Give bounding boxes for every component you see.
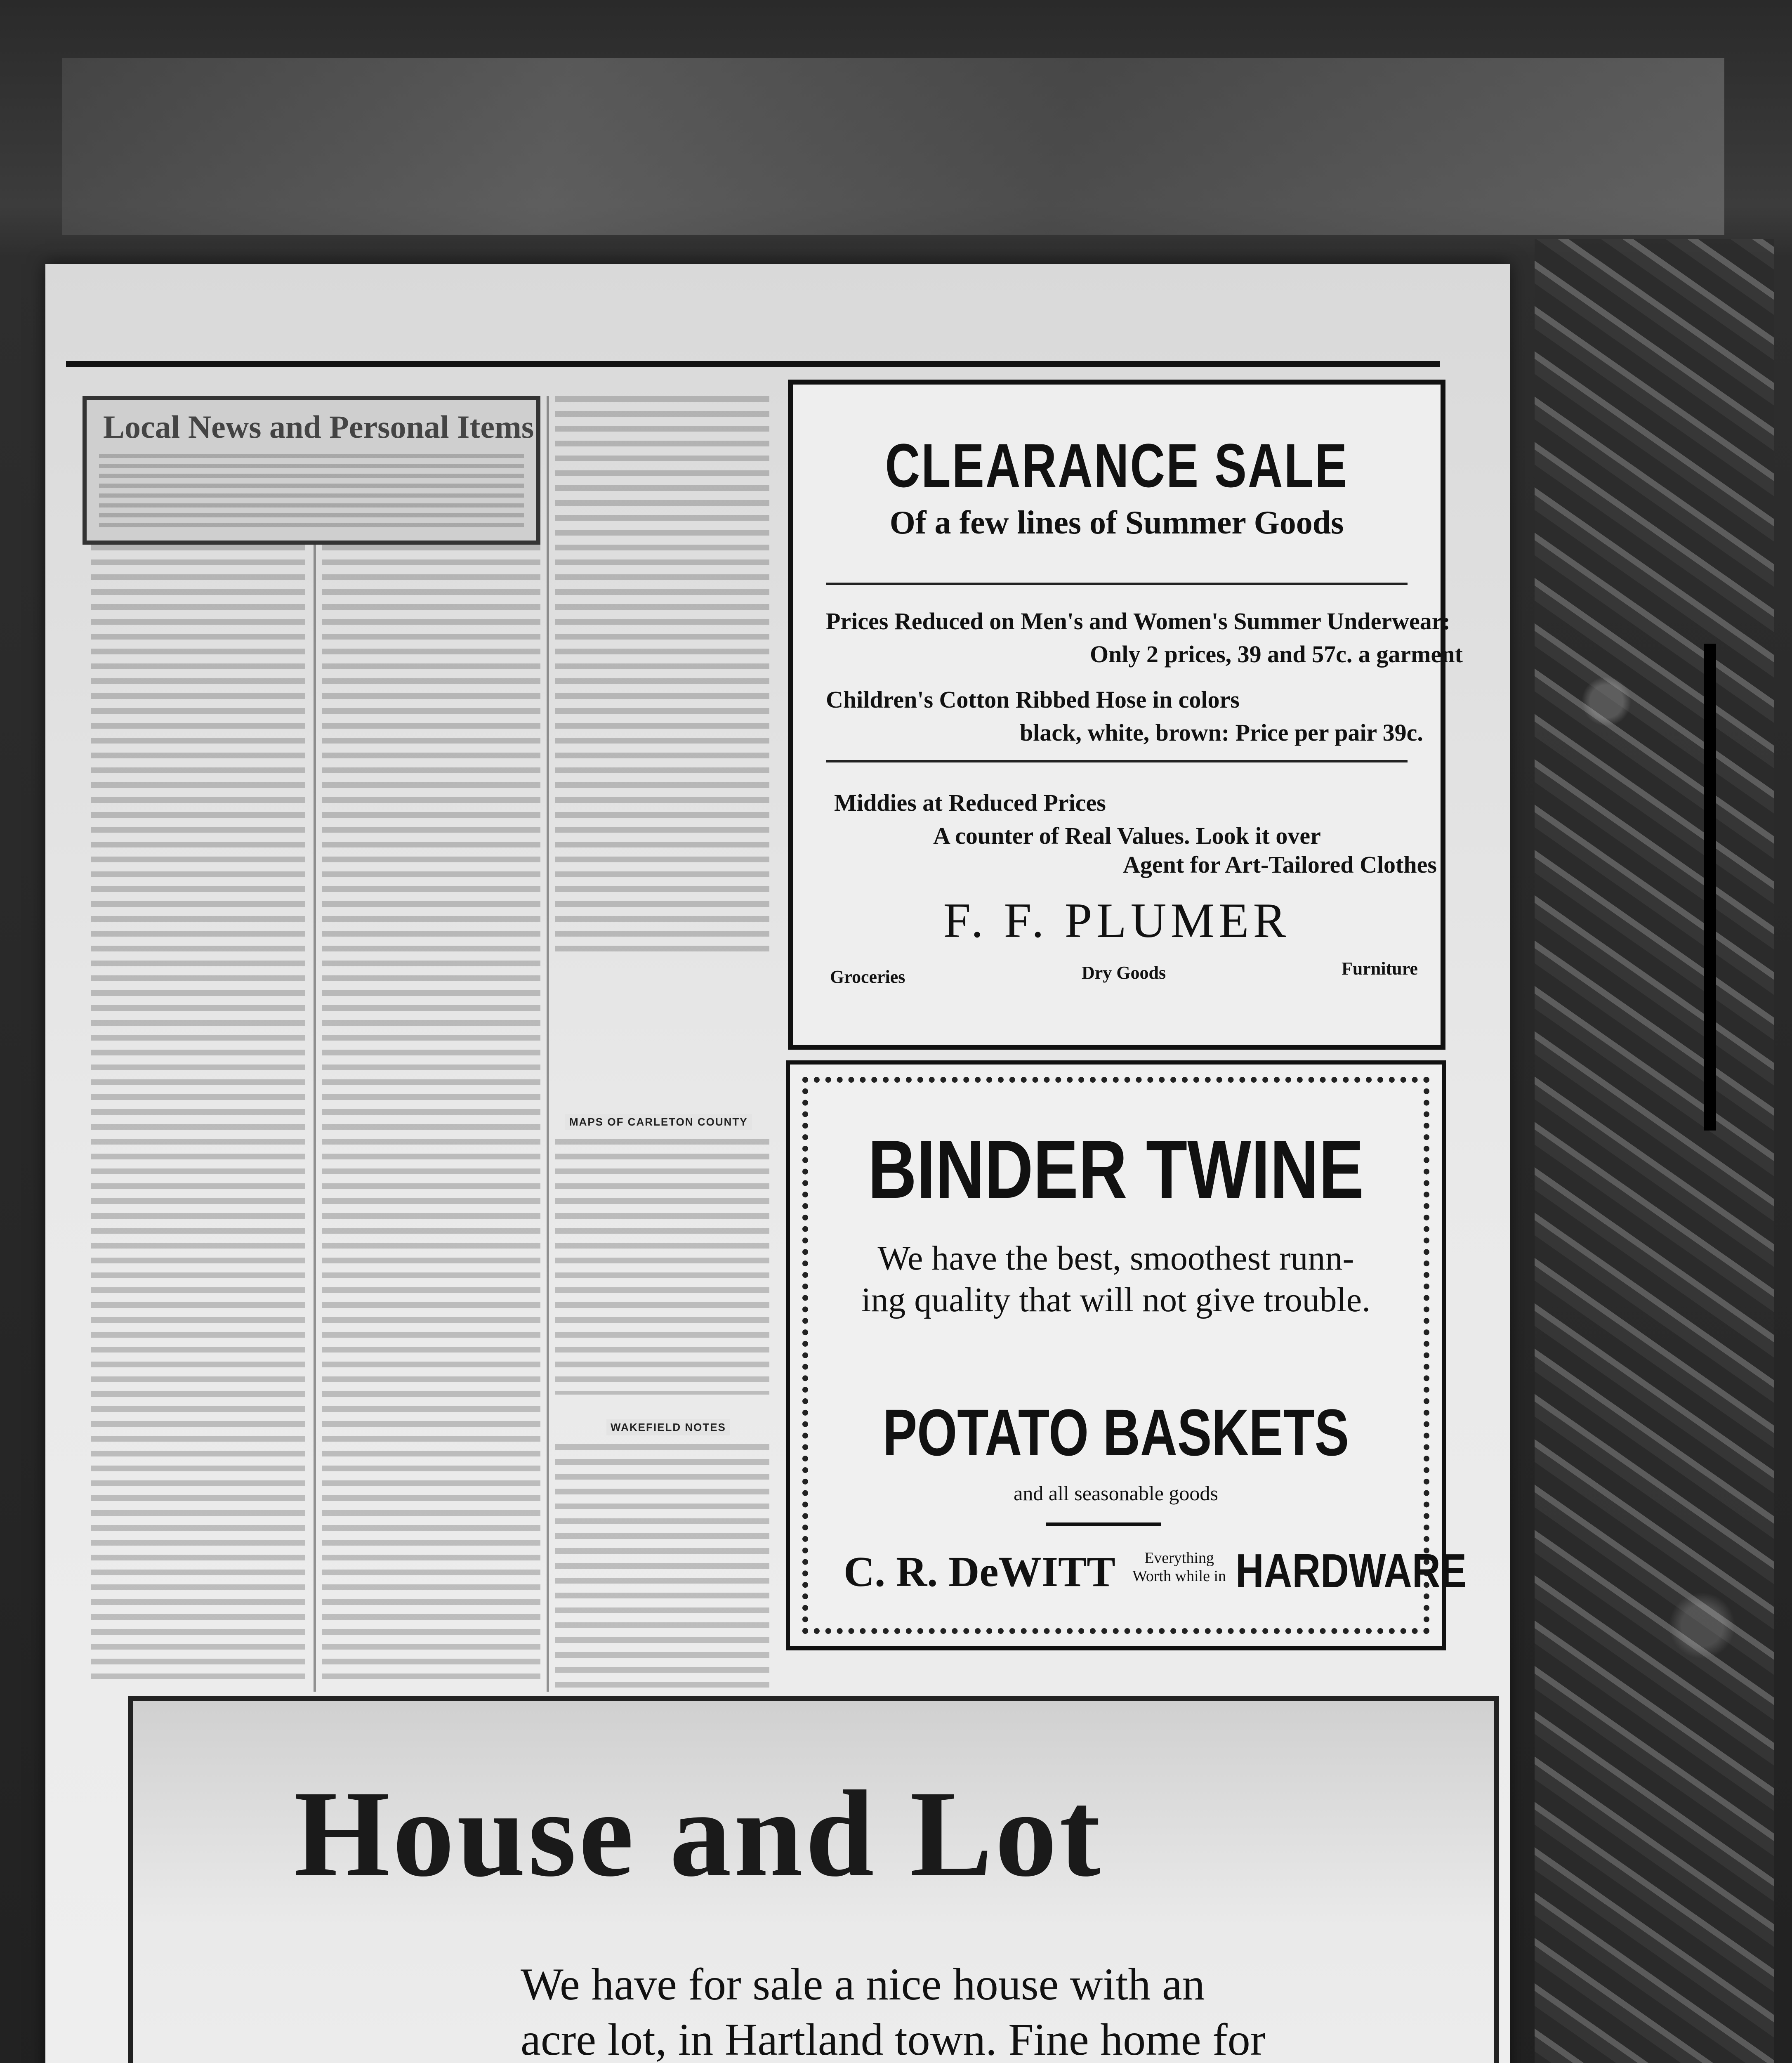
ad-line: Prices Reduced on Men's and Women's Summer Underwear: bbox=[826, 608, 1450, 635]
clearance-sale-ad bbox=[788, 380, 1463, 1050]
ad-subtitle: Of a few lines of Summer Goods bbox=[889, 505, 1344, 541]
ad-line: Only 2 prices, 39 and 57c. a garment bbox=[1090, 641, 1463, 668]
news-header-box bbox=[83, 396, 540, 545]
ad-rule bbox=[1046, 1522, 1161, 1526]
section-heading-wakefield: WAKEFIELD NOTES bbox=[606, 1419, 730, 1435]
column-divider bbox=[547, 396, 549, 1692]
section-heading-maps: MAPS OF CARLETON COUNTY bbox=[565, 1114, 752, 1130]
ad-title: BINDER TWINE bbox=[868, 1124, 1364, 1216]
ad-rule bbox=[826, 583, 1408, 585]
dept-dry-goods: Dry Goods bbox=[1082, 963, 1166, 983]
news-header-title: Local News and Personal Items bbox=[103, 409, 534, 445]
merchant-name: C. R. DeWITT bbox=[844, 1548, 1115, 1596]
ad-body bbox=[815, 1238, 1417, 1321]
ad-sub: and all seasonable goods bbox=[1014, 1482, 1218, 1505]
ad-title: CLEARANCE SALE bbox=[885, 431, 1349, 500]
news-column-2 bbox=[322, 545, 540, 1683]
news-column-3-b bbox=[555, 1139, 769, 1395]
ad-body-line: We have for sale a nice house with an bbox=[521, 1959, 1205, 2009]
column-divider bbox=[314, 545, 316, 1692]
ad-tagline bbox=[1132, 1549, 1226, 1585]
news-header-notice bbox=[99, 454, 524, 532]
news-column-3-c bbox=[555, 1444, 769, 1692]
dept-furniture: Furniture bbox=[1342, 958, 1418, 979]
tagline-line: Everything bbox=[1144, 1549, 1214, 1567]
ad-title-2: POTATO BASKETS bbox=[882, 1395, 1349, 1469]
binder-twine-ad bbox=[786, 1060, 1467, 1650]
dark-edge bbox=[1704, 644, 1716, 1131]
ad-line: Middies at Reduced Prices bbox=[834, 789, 1106, 816]
news-column-3-a bbox=[555, 545, 769, 957]
ad-line: black, white, brown: Price per pair 39c. bbox=[1020, 719, 1423, 746]
tagline-line: Worth while in bbox=[1132, 1567, 1226, 1585]
ad-line: Children's Cotton Ribbed Hose in colors bbox=[826, 686, 1240, 713]
dept-groceries: Groceries bbox=[830, 967, 905, 987]
wood-board bbox=[62, 58, 1724, 235]
news-column-1 bbox=[91, 545, 305, 1683]
ad-body-line: We have the best, smoothest runn- bbox=[877, 1239, 1354, 1277]
news-column-3-top bbox=[555, 396, 769, 536]
marbled-endpaper bbox=[1535, 239, 1774, 2063]
ad-line: A counter of Real Values. Look it over bbox=[933, 822, 1321, 849]
ad-title: House and Lot bbox=[294, 1765, 1103, 1902]
ad-body bbox=[521, 1957, 1304, 2063]
ad-rule bbox=[826, 760, 1408, 762]
ad-body-line: acre lot, in Hartland town. Fine home for bbox=[521, 2014, 1266, 2063]
news-columns bbox=[83, 396, 792, 1692]
ad-body-line: ing quality that will not give trouble. bbox=[861, 1280, 1371, 1319]
house-and-lot-ad bbox=[128, 1696, 1499, 2063]
hardware-label: HARDWARE bbox=[1236, 1544, 1467, 1598]
ad-line: Agent for Art-Tailored Clothes bbox=[1123, 851, 1437, 878]
top-rule bbox=[66, 361, 1440, 367]
merchant-name: F. F. PLUMER bbox=[943, 893, 1290, 948]
